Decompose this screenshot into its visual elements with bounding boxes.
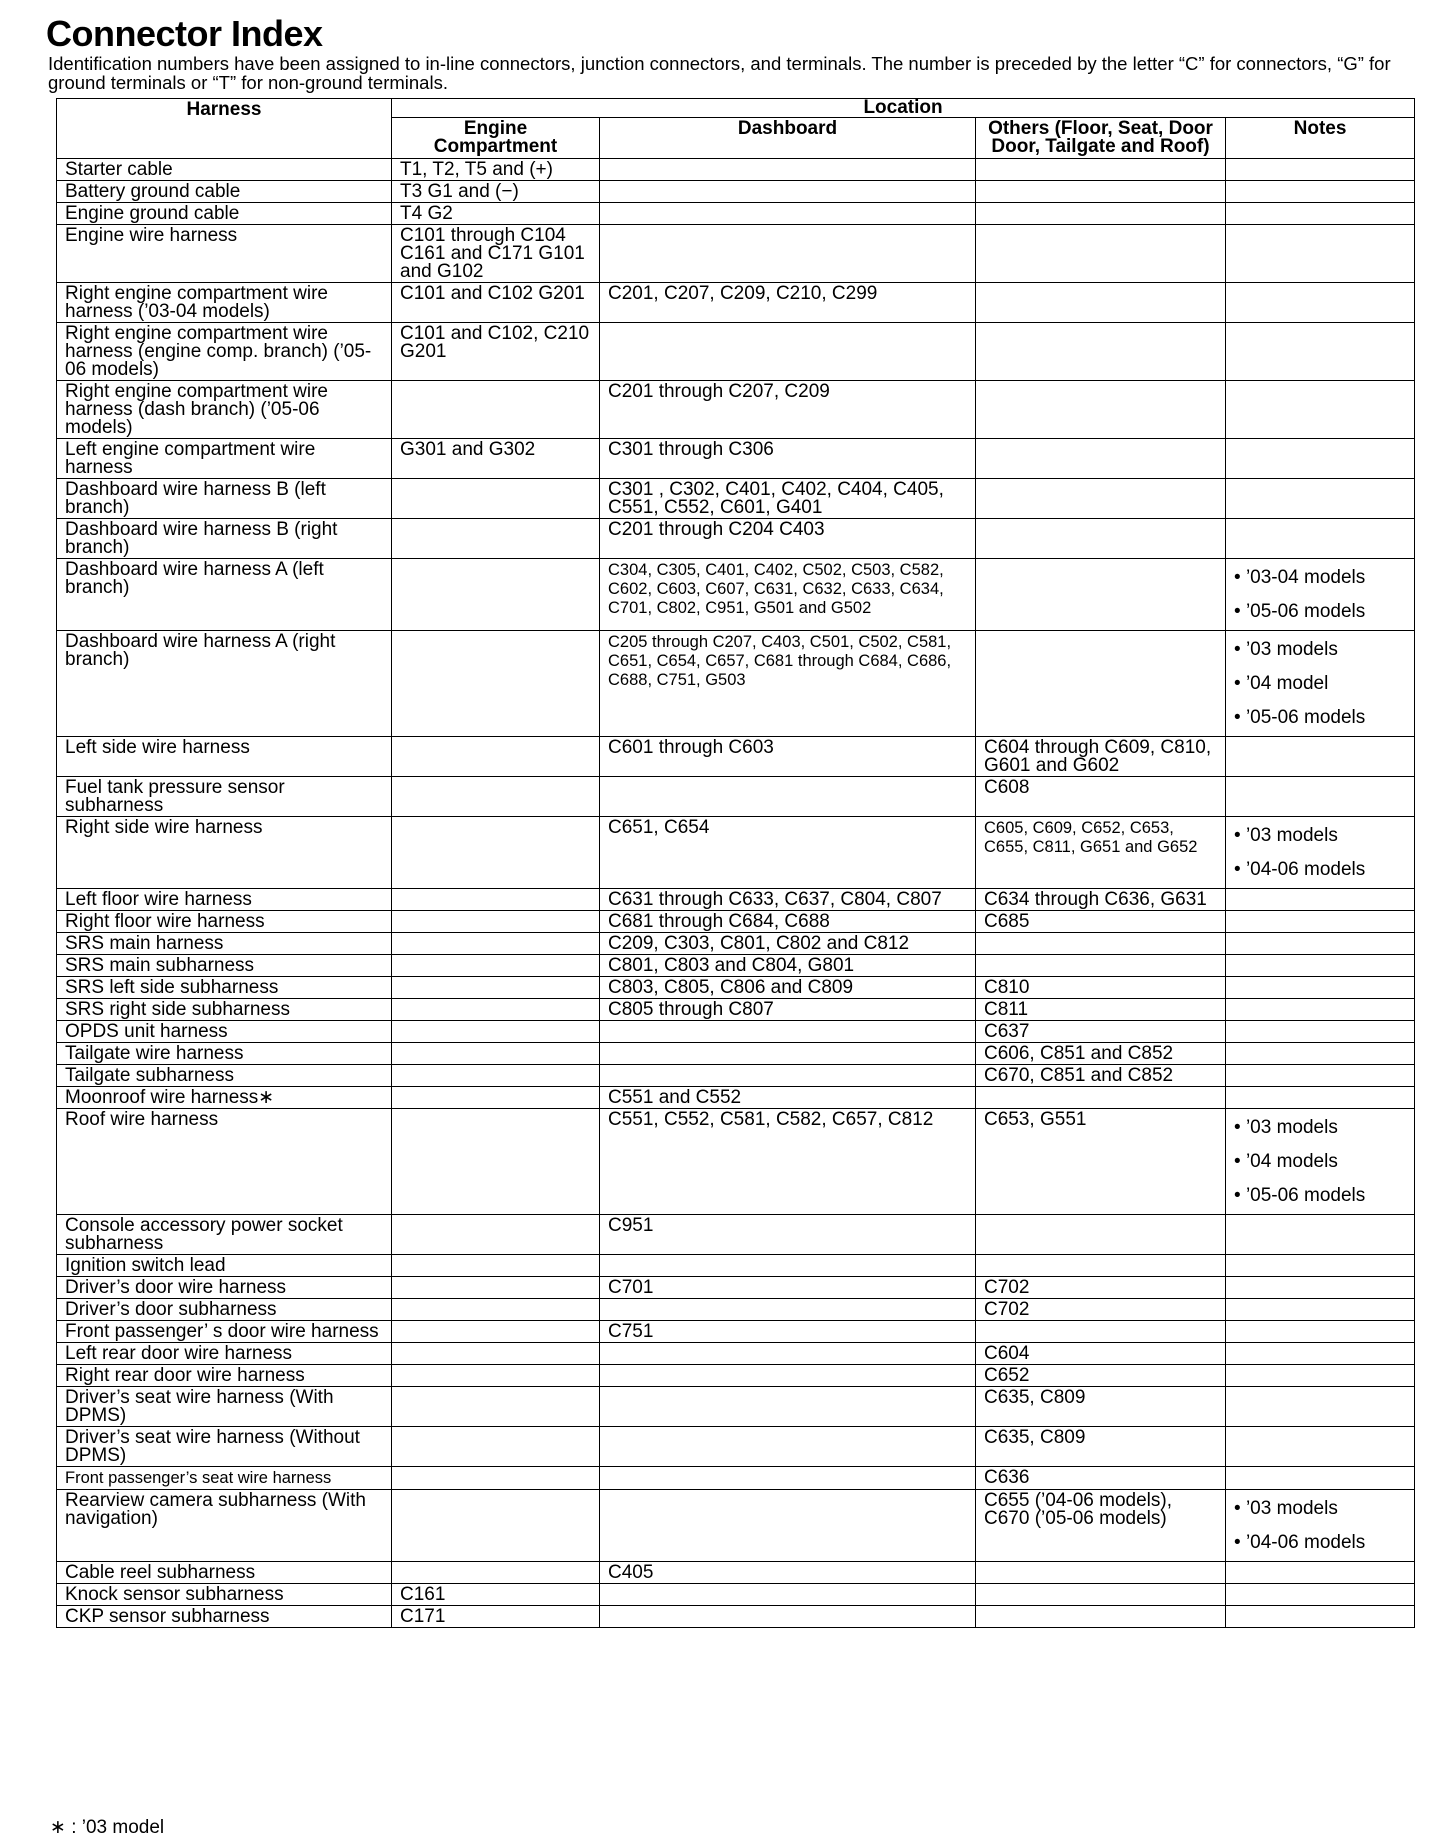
others-header: Others (Floor, Seat, Door Door, Tailgate and Roof) <box>976 118 1226 159</box>
table-row <box>57 1043 1415 1065</box>
others-cell: C811 <box>976 999 1226 1021</box>
harness-cell: Roof wire harness <box>57 1109 392 1215</box>
harness-cell: Dashboard wire harness A (right branch) <box>57 631 392 737</box>
engine-compartment-cell <box>392 911 600 933</box>
notes-cell <box>1226 559 1415 631</box>
engine-compartment-cell <box>392 1215 600 1255</box>
notes-cell <box>1226 999 1415 1021</box>
harness-cell: Left rear door wire harness <box>57 1343 392 1365</box>
table-row <box>57 1255 1415 1277</box>
table-row <box>57 1087 1415 1109</box>
table-row <box>57 1277 1415 1299</box>
harness-cell: Dashboard wire harness B (right branch) <box>57 519 392 559</box>
notes-cell <box>1226 283 1415 323</box>
table-row <box>57 631 1415 737</box>
others-cell <box>976 381 1226 439</box>
notes-cell <box>1226 439 1415 479</box>
engine-compartment-cell <box>392 977 600 999</box>
dashboard-cell: C201 through C207, C209 <box>600 381 976 439</box>
harness-cell: CKP sensor subharness <box>57 1606 392 1628</box>
notes-cell <box>1226 1065 1415 1087</box>
harness-cell: OPDS unit harness <box>57 1021 392 1043</box>
notes-cell <box>1226 889 1415 911</box>
harness-cell: Right engine compartment wire harness (’03-04 models) <box>57 283 392 323</box>
engine-compartment-cell <box>392 1043 600 1065</box>
harness-cell: Front passenger’ s door wire harness <box>57 1321 392 1343</box>
dashboard-cell <box>600 323 976 381</box>
dashboard-cell <box>600 181 976 203</box>
engine-compartment-cell: C101 and C102 G201 <box>392 283 600 323</box>
dashboard-cell <box>600 1584 976 1606</box>
dashboard-cell: C405 <box>600 1562 976 1584</box>
notes-cell <box>1226 1427 1415 1467</box>
dashboard-cell: C801, C803 and C804, G801 <box>600 955 976 977</box>
dashboard-cell: C209, C303, C801, C802 and C812 <box>600 933 976 955</box>
others-cell: C702 <box>976 1277 1226 1299</box>
dashboard-cell: C304, C305, C401, C402, C502, C503, C582, C602, C603, C607, C631, C632, C633, C634, C701, C802, C951, G501 and G502 <box>600 559 976 631</box>
others-cell: C635, C809 <box>976 1427 1226 1467</box>
dashboard-cell: C803, C805, C806 and C809 <box>600 977 976 999</box>
note-item: • ’05-06 models <box>1234 701 1406 735</box>
dashboard-cell <box>600 1606 976 1628</box>
engine-compartment-cell <box>392 1087 600 1109</box>
notes-cell <box>1226 1606 1415 1628</box>
dashboard-cell <box>600 1021 976 1043</box>
table-row <box>57 1467 1415 1490</box>
connector-index-table <box>56 98 1415 1628</box>
notes-list <box>1234 561 1406 629</box>
dashboard-cell: C551, C552, C581, C582, C657, C812 <box>600 1109 976 1215</box>
notes-cell <box>1226 1562 1415 1584</box>
table-row <box>57 889 1415 911</box>
notes-cell <box>1226 1255 1415 1277</box>
table-row <box>57 1606 1415 1628</box>
dashboard-cell <box>600 1490 976 1562</box>
dashboard-cell <box>600 225 976 283</box>
engine-compartment-cell: C171 <box>392 1606 600 1628</box>
harness-cell: Ignition switch lead <box>57 1255 392 1277</box>
others-cell <box>976 181 1226 203</box>
others-cell <box>976 519 1226 559</box>
table-row <box>57 1343 1415 1365</box>
table-row <box>57 439 1415 479</box>
others-cell <box>976 1215 1226 1255</box>
notes-cell <box>1226 955 1415 977</box>
dashboard-cell <box>600 1065 976 1087</box>
note-item: • ’03 models <box>1234 633 1406 667</box>
table-row <box>57 817 1415 889</box>
others-cell <box>976 1584 1226 1606</box>
notes-cell <box>1226 1321 1415 1343</box>
notes-list <box>1234 819 1406 887</box>
others-cell: C605, C609, C652, C653, C655, C811, G651 and G652 <box>976 817 1226 889</box>
table-row <box>57 1065 1415 1087</box>
engine-compartment-cell <box>392 1277 600 1299</box>
harness-cell: Left side wire harness <box>57 737 392 777</box>
dashboard-cell: C601 through C603 <box>600 737 976 777</box>
engine-compartment-cell <box>392 1365 600 1387</box>
notes-cell <box>1226 631 1415 737</box>
harness-cell: Right engine compartment wire harness (dash branch) (’05-06 models) <box>57 381 392 439</box>
table-row <box>57 911 1415 933</box>
harness-cell: Battery ground cable <box>57 181 392 203</box>
dashboard-cell: C551 and C552 <box>600 1087 976 1109</box>
engine-compartment-cell <box>392 817 600 889</box>
engine-compartment-cell <box>392 1427 600 1467</box>
notes-cell <box>1226 479 1415 519</box>
page-title: Connector Index <box>46 13 323 54</box>
note-item: • ’04-06 models <box>1234 853 1406 887</box>
harness-cell: Left floor wire harness <box>57 889 392 911</box>
engine-compartment-cell <box>392 737 600 777</box>
engine-compartment-cell <box>392 933 600 955</box>
engine-compartment-cell <box>392 479 600 519</box>
engine-compartment-cell <box>392 1467 600 1490</box>
others-cell <box>976 225 1226 283</box>
others-cell <box>976 203 1226 225</box>
dashboard-cell: C701 <box>600 1277 976 1299</box>
others-cell: C702 <box>976 1299 1226 1321</box>
dashboard-cell <box>600 1427 976 1467</box>
others-cell: C604 <box>976 1343 1226 1365</box>
harness-cell: Moonroof wire harness∗ <box>57 1087 392 1109</box>
notes-cell <box>1226 381 1415 439</box>
engine-compartment-cell: T3 G1 and (−) <box>392 181 600 203</box>
table-row <box>57 1299 1415 1321</box>
engine-compartment-header: Engine Compartment <box>392 118 600 159</box>
note-item: • ’04 models <box>1234 1145 1406 1179</box>
harness-cell: Right rear door wire harness <box>57 1365 392 1387</box>
dashboard-cell: C205 through C207, C403, C501, C502, C581, C651, C654, C657, C681 through C684, C686, C688, C751, G503 <box>600 631 976 737</box>
dashboard-cell: C301 , C302, C401, C402, C404, C405, C551, C552, C601, G401 <box>600 479 976 519</box>
table-row <box>57 203 1415 225</box>
table-row <box>57 1490 1415 1562</box>
engine-compartment-cell <box>392 777 600 817</box>
notes-cell <box>1226 933 1415 955</box>
notes-cell <box>1226 1021 1415 1043</box>
others-cell <box>976 955 1226 977</box>
notes-cell <box>1226 1299 1415 1321</box>
others-cell <box>976 1255 1226 1277</box>
table-row <box>57 1021 1415 1043</box>
others-cell <box>976 159 1226 181</box>
others-cell: C685 <box>976 911 1226 933</box>
notes-cell <box>1226 1365 1415 1387</box>
engine-compartment-cell <box>392 1255 600 1277</box>
table-row <box>57 999 1415 1021</box>
others-cell <box>976 1321 1226 1343</box>
dashboard-header: Dashboard <box>600 118 976 159</box>
harness-cell: Driver’s seat wire harness (Without DPMS) <box>57 1427 392 1467</box>
notes-cell <box>1226 1043 1415 1065</box>
dashboard-cell: C751 <box>600 1321 976 1343</box>
others-cell: C810 <box>976 977 1226 999</box>
harness-cell: Front passenger’s seat wire harness <box>57 1467 392 1490</box>
dashboard-cell <box>600 1299 976 1321</box>
engine-compartment-cell <box>392 381 600 439</box>
others-cell: C653, G551 <box>976 1109 1226 1215</box>
location-header: Location <box>392 99 1415 118</box>
table-row <box>57 933 1415 955</box>
others-cell: C604 through C609, C810, G601 and G602 <box>976 737 1226 777</box>
notes-cell <box>1226 777 1415 817</box>
table-header-row <box>57 99 1415 118</box>
table-row <box>57 1387 1415 1427</box>
harness-cell: Rearview camera subharness (With navigation) <box>57 1490 392 1562</box>
engine-compartment-cell <box>392 955 600 977</box>
notes-cell <box>1226 1467 1415 1490</box>
harness-cell: Right engine compartment wire harness (engine comp. branch) (’05-06 models) <box>57 323 392 381</box>
engine-compartment-cell <box>392 1562 600 1584</box>
notes-header: Notes <box>1226 118 1415 159</box>
table-row <box>57 977 1415 999</box>
others-cell: C635, C809 <box>976 1387 1226 1427</box>
table-row <box>57 381 1415 439</box>
notes-list <box>1234 633 1406 735</box>
table-row <box>57 1427 1415 1467</box>
dashboard-cell: C301 through C306 <box>600 439 976 479</box>
notes-list <box>1234 1492 1406 1560</box>
note-item: • ’03-04 models <box>1234 561 1406 595</box>
dashboard-cell: C201 through C204 C403 <box>600 519 976 559</box>
notes-list <box>1234 1111 1406 1213</box>
harness-cell: Tailgate subharness <box>57 1065 392 1087</box>
notes-cell <box>1226 159 1415 181</box>
dashboard-cell <box>600 1343 976 1365</box>
harness-cell: Dashboard wire harness B (left branch) <box>57 479 392 519</box>
others-cell: C634 through C636, G631 <box>976 889 1226 911</box>
engine-compartment-cell <box>392 559 600 631</box>
notes-cell <box>1226 1109 1415 1215</box>
engine-compartment-cell: T1, T2, T5 and (+) <box>392 159 600 181</box>
table-row <box>57 225 1415 283</box>
engine-compartment-cell: T4 G2 <box>392 203 600 225</box>
table-row <box>57 1109 1415 1215</box>
notes-cell <box>1226 817 1415 889</box>
harness-cell: Driver’s seat wire harness (With DPMS) <box>57 1387 392 1427</box>
others-cell <box>976 1606 1226 1628</box>
table-row <box>57 181 1415 203</box>
table-row <box>57 1215 1415 1255</box>
harness-cell: SRS main subharness <box>57 955 392 977</box>
harness-cell: Engine wire harness <box>57 225 392 283</box>
notes-cell <box>1226 737 1415 777</box>
table-row <box>57 519 1415 559</box>
footnote: ∗ : ’03 model <box>50 1817 165 1838</box>
table-row <box>57 159 1415 181</box>
others-cell <box>976 283 1226 323</box>
others-cell: C655 (’04-06 models), C670 (’05-06 models) <box>976 1490 1226 1562</box>
dashboard-cell: C631 through C633, C637, C804, C807 <box>600 889 976 911</box>
intro-paragraph: Identification numbers have been assigned to in-line connectors, junction connectors, and terminals. The number is preceded by the letter “C” for connectors, “G” for ground terminals or “T” for non-ground terminals. <box>48 53 1391 93</box>
harness-cell: SRS main harness <box>57 933 392 955</box>
dashboard-cell <box>600 1365 976 1387</box>
notes-cell <box>1226 225 1415 283</box>
notes-cell <box>1226 1490 1415 1562</box>
dashboard-cell <box>600 777 976 817</box>
others-cell: C652 <box>976 1365 1226 1387</box>
notes-cell <box>1226 181 1415 203</box>
others-cell: C670, C851 and C852 <box>976 1065 1226 1087</box>
engine-compartment-cell <box>392 1321 600 1343</box>
dashboard-cell <box>600 1043 976 1065</box>
others-cell: C637 <box>976 1021 1226 1043</box>
engine-compartment-cell: C161 <box>392 1584 600 1606</box>
dashboard-cell <box>600 159 976 181</box>
engine-compartment-cell <box>392 1387 600 1427</box>
engine-compartment-cell <box>392 1021 600 1043</box>
notes-cell <box>1226 1215 1415 1255</box>
harness-cell: Right side wire harness <box>57 817 392 889</box>
note-item: • ’03 models <box>1234 819 1406 853</box>
table-row <box>57 1584 1415 1606</box>
harness-cell: Knock sensor subharness <box>57 1584 392 1606</box>
engine-compartment-cell <box>392 1343 600 1365</box>
note-item: • ’04-06 models <box>1234 1526 1406 1560</box>
dashboard-cell <box>600 1467 976 1490</box>
engine-compartment-cell <box>392 519 600 559</box>
table-row <box>57 1365 1415 1387</box>
notes-cell <box>1226 1387 1415 1427</box>
others-cell <box>976 631 1226 737</box>
dashboard-cell <box>600 1255 976 1277</box>
table-row <box>57 777 1415 817</box>
dashboard-cell: C201, C207, C209, C210, C299 <box>600 283 976 323</box>
others-cell <box>976 559 1226 631</box>
engine-compartment-cell <box>392 1299 600 1321</box>
harness-cell: Engine ground cable <box>57 203 392 225</box>
note-item: • ’05-06 models <box>1234 595 1406 629</box>
notes-cell <box>1226 1584 1415 1606</box>
others-cell <box>976 1087 1226 1109</box>
table-row <box>57 737 1415 777</box>
others-cell <box>976 933 1226 955</box>
engine-compartment-cell <box>392 1490 600 1562</box>
table-row <box>57 1321 1415 1343</box>
engine-compartment-cell <box>392 999 600 1021</box>
others-cell: C608 <box>976 777 1226 817</box>
note-item: • ’05-06 models <box>1234 1179 1406 1213</box>
notes-cell <box>1226 323 1415 381</box>
notes-cell <box>1226 519 1415 559</box>
dashboard-cell: C805 through C807 <box>600 999 976 1021</box>
harness-header: Harness <box>57 99 392 159</box>
notes-cell <box>1226 977 1415 999</box>
engine-compartment-cell: C101 and C102, C210 G201 <box>392 323 600 381</box>
table-row <box>57 955 1415 977</box>
others-cell <box>976 323 1226 381</box>
dashboard-cell <box>600 203 976 225</box>
harness-cell: Left engine compartment wire harness <box>57 439 392 479</box>
notes-cell <box>1226 203 1415 225</box>
table-row <box>57 559 1415 631</box>
engine-compartment-cell <box>392 889 600 911</box>
notes-cell <box>1226 1343 1415 1365</box>
dashboard-cell: C651, C654 <box>600 817 976 889</box>
others-cell: C636 <box>976 1467 1226 1490</box>
dashboard-cell <box>600 1387 976 1427</box>
table-row <box>57 283 1415 323</box>
harness-cell: Tailgate wire harness <box>57 1043 392 1065</box>
harness-cell: Starter cable <box>57 159 392 181</box>
others-cell <box>976 439 1226 479</box>
note-item: • ’03 models <box>1234 1492 1406 1526</box>
table-row <box>57 479 1415 519</box>
others-cell: C606, C851 and C852 <box>976 1043 1226 1065</box>
others-cell <box>976 1562 1226 1584</box>
engine-compartment-cell: G301 and G302 <box>392 439 600 479</box>
table-row <box>57 323 1415 381</box>
note-item: • ’04 model <box>1234 667 1406 701</box>
harness-cell: Right floor wire harness <box>57 911 392 933</box>
engine-compartment-cell <box>392 1065 600 1087</box>
harness-cell: Dashboard wire harness A (left branch) <box>57 559 392 631</box>
harness-cell: SRS left side subharness <box>57 977 392 999</box>
engine-compartment-cell: C101 through C104 C161 and C171 G101 and G102 <box>392 225 600 283</box>
others-cell <box>976 479 1226 519</box>
notes-cell <box>1226 911 1415 933</box>
harness-cell: Driver’s door wire harness <box>57 1277 392 1299</box>
table-row <box>57 1562 1415 1584</box>
dashboard-cell: C951 <box>600 1215 976 1255</box>
dashboard-cell: C681 through C684, C688 <box>600 911 976 933</box>
note-item: • ’03 models <box>1234 1111 1406 1145</box>
harness-cell: Fuel tank pressure sensor subharness <box>57 777 392 817</box>
harness-cell: Console accessory power socket subharness <box>57 1215 392 1255</box>
harness-cell: Cable reel subharness <box>57 1562 392 1584</box>
harness-cell: Driver’s door subharness <box>57 1299 392 1321</box>
notes-cell <box>1226 1277 1415 1299</box>
harness-cell: SRS right side subharness <box>57 999 392 1021</box>
engine-compartment-cell <box>392 631 600 737</box>
notes-cell <box>1226 1087 1415 1109</box>
engine-compartment-cell <box>392 1109 600 1215</box>
table-body <box>57 159 1415 1628</box>
